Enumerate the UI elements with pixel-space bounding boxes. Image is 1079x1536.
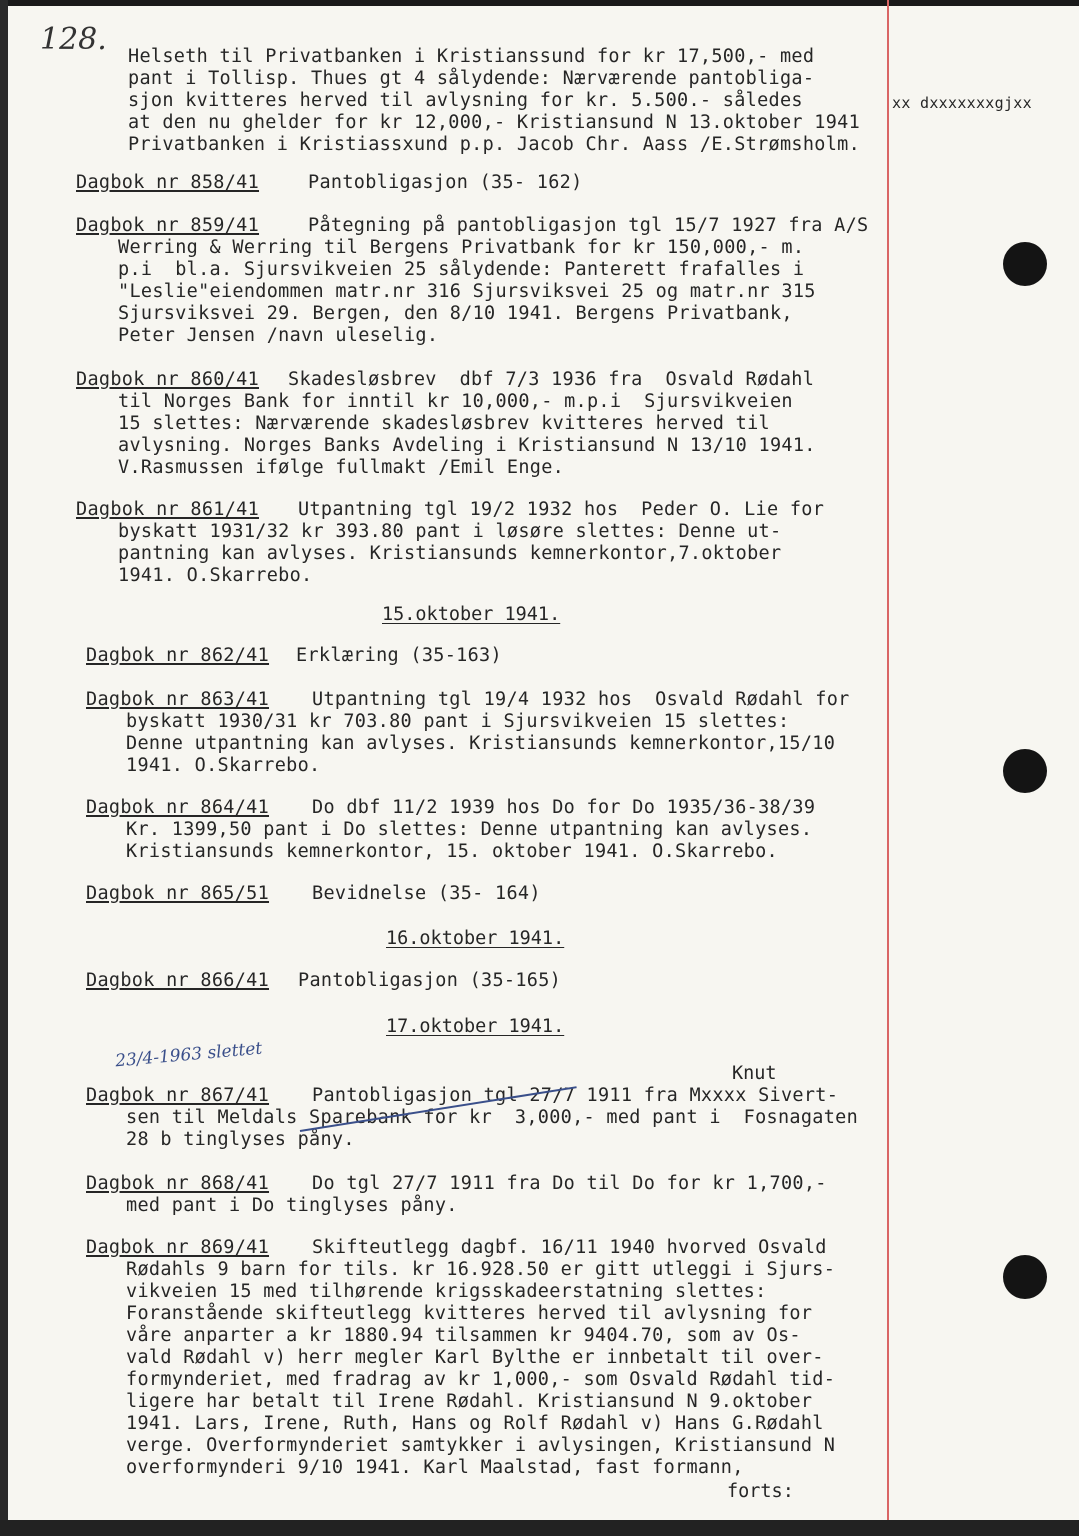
- entry-text: pantning kan avlyses. Kristiansunds kemnerkontor,7.oktober: [118, 543, 782, 564]
- entry-text: formynderiet, med fradrag av kr 1,000,- som Osvald Rødahl tid-: [126, 1369, 836, 1390]
- entry-text: avlysning. Norges Banks Avdeling i Kristiansund N 13/10 1941.: [118, 435, 816, 456]
- date-heading: 15.oktober 1941.: [382, 604, 561, 625]
- entry-text: Kr. 1399,50 pant i Do slettes: Denne utpantning kan avlyses.: [126, 819, 813, 840]
- entry-ref: Dagbok nr 859/41: [76, 215, 260, 236]
- entry-text: sen til Meldals Sparebank for kr 3,000,- med pant i Fosnagaten: [126, 1107, 859, 1128]
- margin-rule: [887, 0, 889, 1520]
- entry-text: verge. Overformynderiet samtykker i avlysingen, Kristiansund N: [126, 1435, 836, 1456]
- inserted-word: Knut: [732, 1063, 777, 1084]
- entry-text: 15 slettes: Nærværende skadesløsbrev kvitteres herved til: [118, 413, 770, 434]
- entry-text: Rødahls 9 barn for tils. kr 16.928.50 er gitt utleggi i Sjurs-: [126, 1259, 836, 1280]
- entry-text: V.Rasmussen ifølge fullmakt /Emil Enge.: [118, 457, 565, 478]
- date-heading: 17.oktober 1941.: [386, 1016, 565, 1037]
- entry-text: Peter Jensen /navn uleselig.: [118, 325, 439, 346]
- entry-text: Kristiansunds kemnerkontor, 15. oktober 1941. O.Skarrebo.: [126, 841, 778, 862]
- scan-border-left: [0, 0, 8, 1536]
- entry-text: Sjursviksvei 29. Bergen, den 8/10 1941. Bergens Privatbank,: [118, 303, 793, 324]
- entry-text: Skadesløsbrev dbf 7/3 1936 fra Osvald Rødahl: [288, 369, 815, 390]
- punch-hole: [1003, 242, 1047, 286]
- entry-text: p.i bl.a. Sjursvikveien 25 sålydende: Panterett frafalles i: [118, 259, 805, 280]
- entry-text: med pant i Do tinglyses påny.: [126, 1195, 458, 1216]
- entry-text: Utpantning tgl 19/4 1932 hos Osvald Rødahl for: [312, 689, 850, 710]
- entry-ref: Dagbok nr 867/41: [86, 1085, 270, 1106]
- entry-text: til Norges Bank for inntil kr 10,000,- m.p.i Sjursvikveien: [118, 391, 793, 412]
- entry-ref: Dagbok nr 868/41: [86, 1173, 270, 1194]
- entry-text: Do dbf 11/2 1939 hos Do for Do 1935/36-38/39: [312, 797, 816, 818]
- entry-ref: Dagbok nr 864/41: [86, 797, 270, 818]
- entry-text: ligere har betalt til Irene Rødahl. Kristiansund N 9.oktober: [126, 1391, 813, 1412]
- entry-text: Erklæring (35-163): [296, 645, 502, 666]
- entry-text: Pantobligasjon (35-165): [298, 970, 562, 991]
- entry-text: Do tgl 27/7 1911 fra Do til Do for kr 1,700,-: [312, 1173, 827, 1194]
- entry-text: Foranstående skifteutlegg kvitteres herved til avlysning for: [126, 1303, 813, 1324]
- punch-hole: [1003, 1255, 1047, 1299]
- entry-text: 1941. O.Skarrebo.: [118, 565, 313, 586]
- punch-hole: [1003, 749, 1047, 793]
- entry-text: Skifteutlegg dagbf. 16/11 1940 hvorved Osvald: [312, 1237, 827, 1258]
- text-line: at den nu ghelder for kr 12,000,- Kristiansund N 13.oktober 1941: [128, 112, 861, 133]
- entry-text: Werring & Werring til Bergens Privatbank for kr 150,000,- m.: [118, 237, 805, 258]
- page-number: 128.: [40, 22, 107, 57]
- entry-ref: Dagbok nr 866/41: [86, 970, 270, 991]
- entry-text: våre anparter a kr 1880.94 tilsammen kr 9404.70, som av Os-: [126, 1325, 801, 1346]
- entry-ref: Dagbok nr 860/41: [76, 369, 260, 390]
- entry-text: 1941. O.Skarrebo.: [126, 755, 321, 776]
- entry-ref: Dagbok nr 865/51: [86, 883, 270, 904]
- entry-text: Denne utpantning kan avlyses. Kristiansunds kemnerkontor,15/10: [126, 733, 836, 754]
- text-line: Privatbanken i Kristiassxund p.p. Jacob Chr. Aass /E.Strømsholm.: [128, 134, 861, 155]
- text-line: sjon kvitteres herved til avlysning for kr. 5.500.- således: [128, 90, 803, 111]
- entry-text: "Leslie"eiendommen matr.nr 316 Sjursviksvei 25 og matr.nr 315: [118, 281, 816, 302]
- entry-text: 28 b tinglyses påny.: [126, 1129, 355, 1150]
- entry-text: vikveien 15 med tilhørende krigsskadeerstatning slettes:: [126, 1281, 767, 1302]
- scan-border-top: [0, 0, 1079, 6]
- date-heading: 16.oktober 1941.: [386, 928, 565, 949]
- entry-text: byskatt 1931/32 kr 393.80 pant i løsøre slettes: Denne ut-: [118, 521, 782, 542]
- entry-text: Utpantning tgl 19/2 1932 hos Peder O. Lie for: [298, 499, 825, 520]
- text-line: Helseth til Privatbanken i Kristianssund for kr 17,500,- med: [128, 46, 815, 67]
- entry-ref: Dagbok nr 862/41: [86, 645, 270, 666]
- entry-ref: Dagbok nr 858/41: [76, 172, 260, 193]
- handwritten-annotation: 23/4-1963 slettet: [114, 1038, 263, 1072]
- entry-ref: Dagbok nr 863/41: [86, 689, 270, 710]
- entry-text: vald Rødahl v) herr megler Karl Bylthe er innbetalt til over-: [126, 1347, 824, 1368]
- continued-marker: forts:: [727, 1481, 794, 1502]
- entry-ref: Dagbok nr 861/41: [76, 499, 260, 520]
- scan-border-bottom: [0, 1520, 1079, 1536]
- text-line: pant i Tollisp. Thues gt 4 sålydende: Nærværende pantobliga-: [128, 68, 815, 89]
- entry-text: overformynderi 9/10 1941. Karl Maalstad, fast formann,: [126, 1457, 744, 1478]
- entry-ref: Dagbok nr 869/41: [86, 1237, 270, 1258]
- entry-text: byskatt 1930/31 kr 703.80 pant i Sjursvikveien 15 slettes:: [126, 711, 790, 732]
- entry-text: Påtegning på pantobligasjon tgl 15/7 1927 fra A/S: [308, 215, 869, 236]
- entry-text: Pantobligasjon tgl 27/7 1911 fra Mxxxx Sivert-: [312, 1085, 839, 1106]
- entry-text: 1941. Lars, Irene, Ruth, Hans og Rolf Rødahl v) Hans G.Rødahl: [126, 1413, 824, 1434]
- entry-text: Bevidnelse (35- 164): [312, 883, 541, 904]
- entry-text: Pantobligasjon (35- 162): [308, 172, 583, 193]
- overtyped-text: xx dxxxxxxxgjxx: [892, 94, 1032, 112]
